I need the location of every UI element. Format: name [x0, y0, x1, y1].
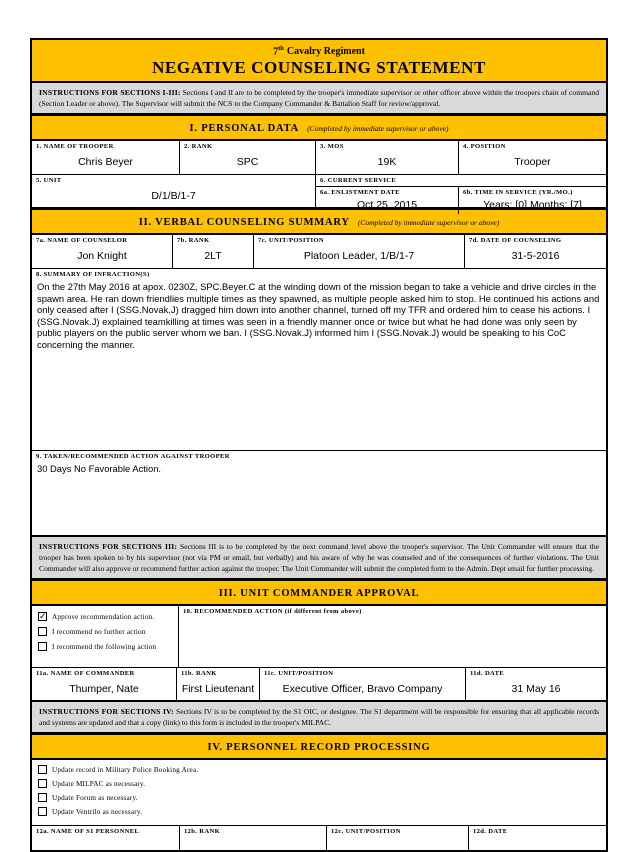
field-s1-date	[469, 826, 606, 850]
field-value: SPC	[236, 156, 259, 169]
field-time-in-service	[459, 187, 606, 214]
field-value: Chris Beyer	[78, 156, 133, 169]
checkbox-update-ventrilo	[38, 807, 606, 816]
field-value: 31 May 16	[511, 682, 561, 695]
checkbox-icon	[38, 779, 47, 788]
field-value: D/1/B/1-7	[151, 189, 196, 202]
personal-data-row-1	[32, 141, 606, 175]
field-label: 7b. RANK	[177, 237, 210, 245]
ncs-form	[30, 38, 608, 852]
field-current-service	[316, 175, 606, 212]
field-mos	[316, 141, 459, 174]
field-label: 6. CURRENT SERVICE	[316, 175, 606, 187]
checkbox-icon	[38, 807, 47, 816]
section-iv-header	[32, 734, 606, 760]
field-value	[180, 836, 326, 850]
field-value: Years: [0] Months: [7]	[483, 199, 582, 212]
field-label: 11b. RANK	[181, 670, 217, 678]
field-recommended-action-10	[179, 606, 606, 667]
section-iv-title: IV. PERSONNEL RECORD PROCESSING	[207, 742, 431, 754]
checkbox-update-milpac	[38, 779, 606, 788]
instructions-lead: INSTRUCTIONS FOR SECTIONS I-III:	[39, 88, 181, 98]
checkbox-label: Update Forum as necessary.	[52, 793, 138, 802]
section-i-header	[32, 115, 606, 141]
checkbox-label: Approve recommendation action.	[52, 612, 155, 621]
checkbox-following-action	[38, 642, 178, 651]
field-value: 31-5-2016	[511, 250, 560, 263]
checkbox-icon	[38, 793, 47, 802]
regiment-line	[32, 43, 606, 58]
field-label: 5. UNIT	[36, 177, 62, 185]
form-title: NEGATIVE COUNSELING STATEMENT	[152, 58, 486, 78]
section-iii-title: III. UNIT COMMANDER APPROVAL	[218, 588, 420, 600]
recommended-action-box	[32, 451, 606, 537]
field-counselor-unit-position	[254, 235, 465, 268]
approval-checkbox-group	[32, 606, 179, 667]
section-ii-note: (Completed by immediate supervisor or above)	[357, 218, 500, 228]
regiment-name: Cavalry Regiment	[286, 46, 365, 58]
field-label: 7c. UNIT/POSITION	[258, 237, 325, 245]
field-label: 8. SUMMARY OF INFRACTION(S)	[36, 271, 150, 279]
field-position	[459, 141, 606, 174]
checkbox-icon	[38, 642, 47, 651]
field-counselor-rank	[173, 235, 254, 268]
instructions-body: Sections IV is to be completed by the S1 OIC, or designee. The S1 department will be responsible for ensuring that all applicable records and systems are updated and that a copy (link) to this form is included in the trooper's MILPAC.	[39, 707, 599, 728]
instructions-sections-i-iii	[32, 83, 606, 115]
field-value: First Lieutenant	[181, 682, 255, 695]
field-value: Executive Officer, Bravo Company	[282, 682, 443, 695]
field-unit	[32, 175, 316, 207]
field-name-of-commander	[32, 668, 177, 700]
field-name-of-counselor	[32, 235, 173, 268]
checkbox-label: Update MILPAC as necessary.	[52, 779, 146, 788]
checkbox-label: Update Ventrilo as necessary.	[52, 807, 143, 816]
field-label: 9. TAKEN/RECOMMENDED ACTION AGAINST TROOPER	[36, 453, 230, 461]
field-label: 12c. UNIT/POSITION	[331, 828, 401, 836]
checkbox-approve-recommendation	[38, 612, 178, 621]
field-value	[179, 616, 606, 667]
section-ii-title: II. VERBAL COUNSELING SUMMARY	[138, 217, 350, 229]
field-name-of-trooper	[32, 141, 180, 174]
field-name-of-s1-personnel	[32, 826, 180, 850]
checkbox-icon	[38, 627, 47, 636]
checkbox-update-mp-booking	[38, 765, 606, 774]
field-label: 1. NAME OF TROOPER	[36, 143, 114, 151]
field-commander-rank	[177, 668, 260, 700]
checkbox-label: Update record in Military Police Booking Area.	[52, 765, 199, 774]
summary-text: On the 27th May 2016 at apox. 0230Z, SPC.Beyer.C at the winding down of the mission began to take a vehicle and drive circles in the spawn area. He ran down friendlies multiple times as they spawned, as multiple people asked him to stop. He continued his actions and only ceased after I (SSG.Novak.J) dragged him down into another channel, turned off my TFR and ordered him to cease his actions. I (SSG.Novak.J) explained teamkilling at times was seen in a friendly manner once or twice but what he had done was only seen by public players on the public server whom we ban. I (SSG.Novak.J) informed him I (SSG.Novak.J) would be speaking to his CoC concerning the manner.	[37, 281, 600, 350]
commander-approval-row	[32, 606, 606, 668]
section-i-note: (Completed by immediate supervisor or above)	[307, 124, 449, 134]
counselor-row	[32, 235, 606, 269]
field-rank	[180, 141, 316, 174]
field-s1-unit-position	[327, 826, 469, 850]
field-label: 2. RANK	[184, 143, 213, 151]
checkbox-label: I recommend no further action	[52, 627, 146, 636]
regiment-number: 7	[273, 46, 279, 58]
s1-personnel-row	[32, 826, 606, 850]
checkbox-label: I recommend the following action	[52, 642, 157, 651]
field-label: 4. POSITION	[463, 143, 506, 151]
field-label: 10. RECOMMENDED ACTION (if different from above)	[183, 608, 362, 616]
checkbox-icon: ✓	[39, 612, 47, 623]
section-iii-header	[32, 580, 606, 606]
form-header	[32, 40, 606, 83]
checkbox-no-further-action	[38, 627, 178, 636]
checkbox-icon	[38, 765, 47, 774]
checkbox-update-forum	[38, 793, 606, 802]
field-commander-unit-position	[260, 668, 466, 700]
record-processing-checklist	[32, 760, 606, 826]
field-value: Thumper, Nate	[69, 682, 139, 695]
field-value	[327, 836, 468, 850]
field-label: 3. MOS	[320, 143, 344, 151]
field-value: Oct 25, 2015	[356, 199, 418, 212]
instructions-body: Sections III is to be completed by the next command level above the trooper's supervisor. The Unit Commander will ensure that the trooper has been spoken to by his supervisor (not via PM or email, but verbally) and his aware of why he was counseled and of the consequences of further violations. The Unit Commander will also approve or recommend further action against the trooper. The Unit Commander will submit the completed form to the Admin. Dept email for further processing.	[39, 542, 600, 574]
commander-row	[32, 668, 606, 702]
regiment-ordinal: th	[278, 45, 284, 52]
instructions-lead: INSTRUCTIONS FOR SECTIONS IV:	[39, 707, 174, 717]
action-text: 30 Days No Favorable Action.	[37, 463, 162, 475]
field-commander-date	[466, 668, 606, 700]
field-value: Trooper	[514, 156, 551, 169]
field-enlistment-date	[316, 187, 459, 214]
field-s1-rank	[180, 826, 327, 850]
instructions-sections-iv	[32, 702, 606, 734]
field-label: 11c. UNIT/POSITION	[264, 670, 334, 678]
field-label: 6b. TIME IN SERVICE (YR./MO.)	[463, 189, 573, 197]
field-value: 19K	[377, 156, 397, 169]
instructions-lead: INSTRUCTIONS FOR SECTIONS III:	[39, 542, 178, 552]
instructions-body: Sections I and II are to be completed by the trooper's immediate supervisor or other officer above within the troopers chain of command (Section Leader or above). The Supervisor will submit the NCS to the Company Commander & Battalion Staff for review/approval.	[39, 88, 599, 109]
field-label: 11a. NAME OF COMMANDER	[36, 670, 135, 678]
field-value	[469, 836, 606, 850]
section-i-title: I. PERSONAL DATA	[189, 123, 300, 135]
field-label: 12b. RANK	[184, 828, 221, 836]
field-label: 7a. NAME OF COUNSELOR	[36, 237, 128, 245]
field-value: 2LT	[204, 250, 222, 263]
field-date-of-counseling	[465, 235, 606, 268]
personal-data-row-2	[32, 175, 606, 212]
summary-of-infractions-box	[32, 269, 606, 451]
instructions-sections-iii	[32, 537, 606, 580]
field-label: 12d. DATE	[473, 828, 508, 836]
field-value	[32, 836, 179, 850]
field-label: 6a. ENLISTMENT DATE	[320, 189, 400, 197]
field-label: 11d. DATE	[470, 670, 505, 678]
field-label: 12a. NAME OF S1 PERSONNEL	[36, 828, 140, 836]
field-label: 7d. DATE OF COUNSELING	[469, 237, 562, 245]
field-value: Jon Knight	[77, 250, 127, 263]
field-value: Platoon Leader, 1/B/1-7	[303, 250, 415, 263]
